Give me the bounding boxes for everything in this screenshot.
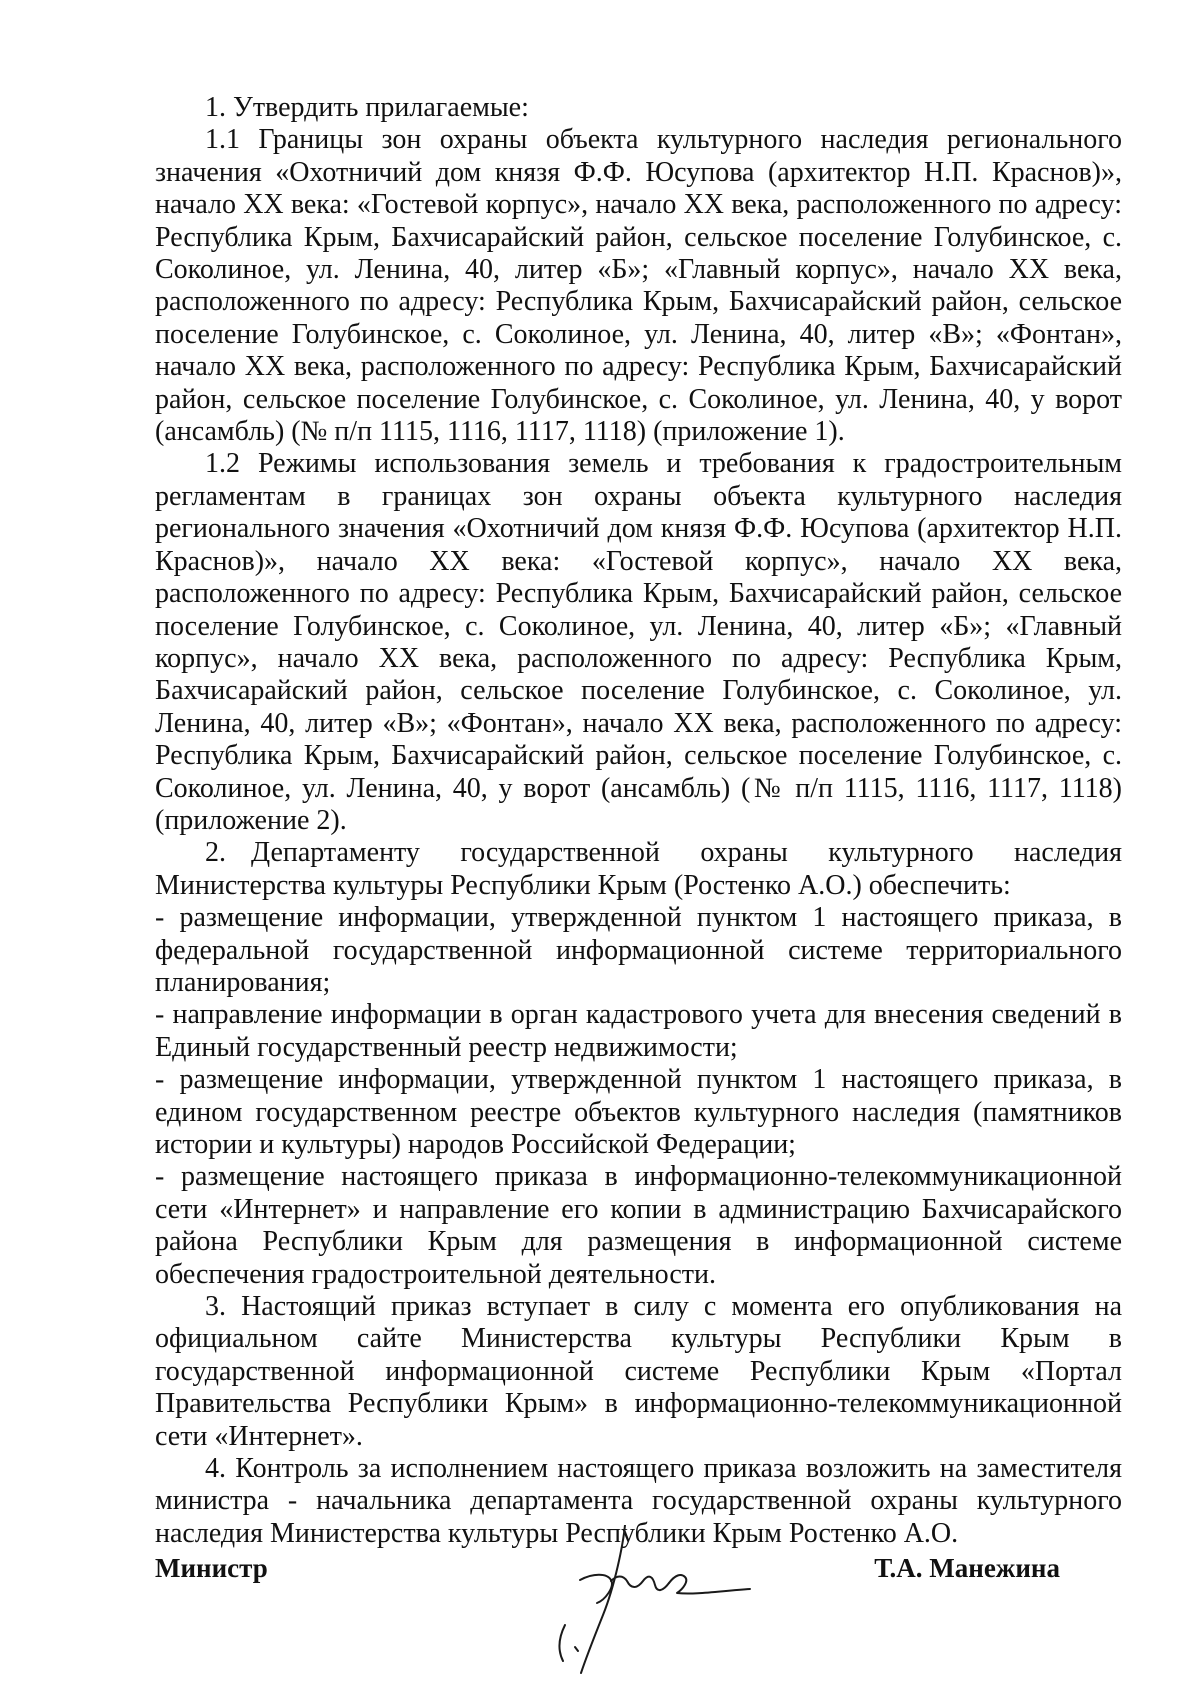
list-item: - размещение информации, утвержденной пунктом 1 настоящего приказа, в федеральной государственной информационной системе территориального планирования; bbox=[155, 902, 1122, 998]
paragraph-4-control: 4. Контроль за исполнением настоящего приказа возложить на заместителя министра - начальника департамента государственной охраны культурного наследия Министерства культуры Республики Крым Ростенко А.О. bbox=[155, 1453, 1122, 1549]
paragraph-2-department-tasks bbox=[155, 837, 1122, 902]
paragraph-approve: 1. Утвердить прилагаемые: bbox=[205, 92, 529, 123]
paragraph-3-entry-into-force: 3. Настоящий приказ вступает в силу с момента его опубликования на официальном сайте Министерства культуры Республики Крым в государственной информационной системе Республики Крым «Портал Правительства Республики Крым» в информационно-телекоммуникационной сети «Интернет». bbox=[155, 1291, 1122, 1452]
signatory-title: Министр bbox=[155, 1553, 268, 1583]
paragraph-number: 2. bbox=[205, 837, 226, 869]
list-item: - размещение настоящего приказа в информационно-телекоммуникационной сети «Интернет» и направление его копии в администрацию Бахчисарайского района Республики Крым для размещения в информационной системе обеспечения градостроительной деятельности. bbox=[155, 1161, 1122, 1290]
list-item: - размещение информации, утвержденной пунктом 1 настоящего приказа, в едином государственном реестре объектов культурного наследия (памятников истории и культуры) народов Российской Федерации; bbox=[155, 1064, 1122, 1160]
paragraph-1-1-zone-boundaries: 1.1 Границы зон охраны объекта культурного наследия регионального значения «Охотничий дом князя Ф.Ф. Юсупова (архитектор Н.П. Краснов)», начало XX века: «Гостевой корпус», начало XX века, расположенного по адресу: Республика Крым, Бахчисарайский район, сельское поселение Голубинское, с. Соколиное, ул. Ленина, 40, литер «Б»; «Главный корпус», начало XX века, расположенного по адресу: Республика Крым, Бахчисарайский район, сельское поселение Голубинское, с. Соколиное, ул. Ленина, 40, литер «В»; «Фонтан», начало XX века, расположенного по адресу: Республика Крым, Бахчисарайский район, сельское поселение Голубинское, с. Соколиное, ул. Ленина, 40, у ворот (ансамбль) (№ п/п 1115, 1116, 1117, 1118) (приложение 1). bbox=[155, 124, 1122, 448]
signatory-name: Т.А. Манежина bbox=[874, 1553, 1060, 1583]
document-body bbox=[155, 92, 1122, 1550]
paragraph-text: Департаменту государственной охраны культурного наследия Министерства культуры Республики Крым (Ростенко А.О.) обеспечить: bbox=[155, 837, 1122, 901]
paragraph-1-2-land-use-regimes: 1.2 Режимы использования земель и требования к градостроительным регламентам в границах зон охраны объекта культурного наследия регионального значения «Охотничий дом князя Ф.Ф. Юсупова (архитектор Н.П. Краснов)», начало XX века: «Гостевой корпус», начало XX века, расположенного по адресу: Республика Крым, Бахчисарайский район, сельское поселение Голубинское, с. Соколиное, ул. Ленина, 40, литер «Б»; «Главный корпус», начало XX века, расположенного по адресу: Республика Крым, Бахчисарайский район, сельское поселение Голубинское, с. Соколиное, ул. Ленина, 40, литер «В»; «Фонтан», начало XX века, расположенного по адресу: Республика Крым, Бахчисарайский район, сельское поселение Голубинское, с. Соколиное, ул. Ленина, 40, у ворот (ансамбль) (№ п/п 1115, 1116, 1117, 1118) (приложение 2). bbox=[155, 448, 1122, 836]
list-item: - направление информации в орган кадастрового учета для внесения сведений в Единый государственный реестр недвижимости; bbox=[155, 999, 1122, 1063]
handwritten-signature bbox=[545, 1525, 785, 1675]
